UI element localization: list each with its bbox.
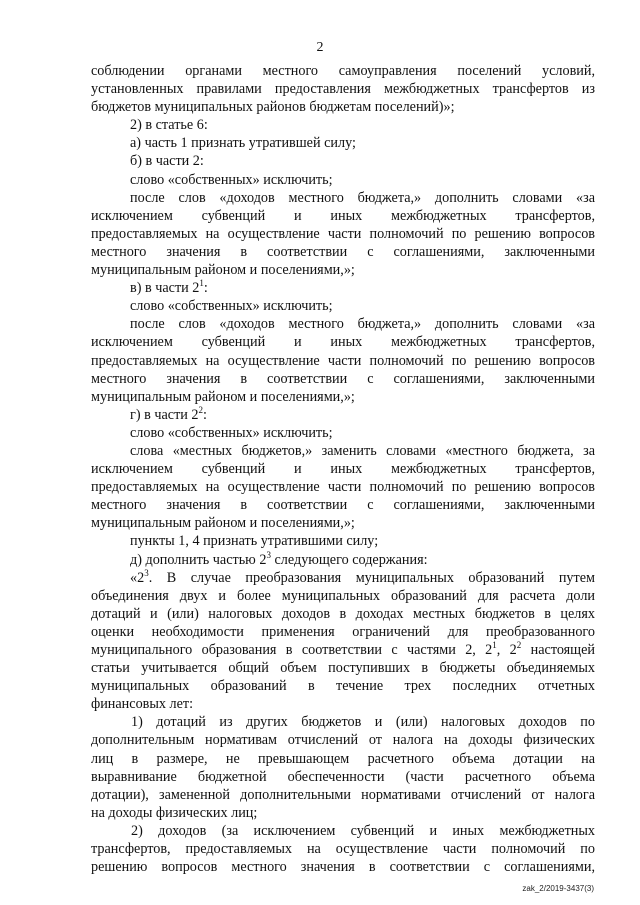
text-line: слово «собственных» исключить; — [130, 298, 333, 315]
text-line: г) в части $2^2$: — [130, 404, 207, 423]
text-line: муниципальным районом и поселениями,»; — [91, 262, 355, 279]
text-line: б) в части 2: — [130, 153, 204, 170]
text-line: предоставляемых на осуществление части полномочий по решению вопросов — [91, 225, 595, 242]
text-line: местного значения в соответствии с соглашениями, заключенными — [91, 243, 595, 260]
text-line: 1) дотаций из других бюджетов и (или) налоговых доходов по — [131, 714, 595, 731]
text-line: дотации), замененной дополнительными нормативами отчислений от налога — [91, 786, 595, 803]
text-line: установленных правилами предоставления межбюджетных трансфертов из — [91, 81, 595, 98]
text-line: в) в части $2^1$: — [130, 278, 208, 297]
text-line: предоставляемых на осуществление части полномочий по решению вопросов — [91, 352, 595, 369]
text-line: слова «местных бюджетов,» заменить словами «местного бюджета, за — [130, 442, 595, 459]
text-line: соблюдении органами местного самоуправления поселений условий, — [91, 63, 595, 79]
text-line: дополнительным нормативам отчислений от налога на доходы физических — [91, 732, 595, 749]
text-line: 2) в статье 6: — [130, 117, 208, 134]
text-line: исключением субвенций и иных межбюджетных трансфертов, — [91, 334, 595, 351]
footer-code: zak_2/2019-3437(3) — [522, 884, 594, 893]
text-line: муниципального образования в соответствии с частями 2, $2^1$, $2^2$ настоящей — [91, 640, 595, 658]
text-line: «$2^3$. В случае преобразования муниципальных образований путем — [130, 567, 595, 586]
text-line: местного значения в соответствии с соглашениями, заключенными — [91, 497, 595, 514]
text-line: решению вопросов местного значения в соответствии с соглашениями, — [91, 859, 595, 876]
text-line: пункты 1, 4 признать утратившими силу; — [130, 533, 379, 550]
text-line: предоставляемых на осуществление части полномочий по решению вопросов — [91, 479, 595, 496]
text-line: исключением субвенций и иных межбюджетных трансфертов, — [91, 461, 595, 478]
text-line: исключением субвенций и иных межбюджетных трансфертов, — [91, 207, 595, 224]
document-body — [91, 62, 595, 876]
text-line: муниципальных образований в течение трех последних отчетных — [91, 678, 595, 695]
text-line: муниципальным районом и поселениями,»; — [91, 515, 355, 532]
text-line: слово «собственных» исключить; — [130, 424, 333, 441]
text-line: на доходы физических лиц; — [91, 804, 258, 821]
text-line: дотаций и (или) налоговых доходов в доходах местных бюджетов в целях — [91, 605, 595, 622]
text-line: статьи учитывается общий объем поступивших в бюджеты объединяемых — [91, 660, 595, 677]
text-line: слово «собственных» исключить; — [130, 171, 333, 188]
text-line: после слов «доходов местного бюджета,» дополнить словами «за — [130, 316, 595, 333]
text-line: местного значения в соответствии с соглашениями, заключенными — [91, 370, 595, 387]
text-line: объединения двух и более муниципальных образований для расчета доли — [91, 587, 595, 604]
text-line: бюджетов муниципальных районов бюджетам поселений)»; — [91, 99, 455, 116]
text-line: финансовых лет: — [91, 696, 194, 713]
text-line: а) часть 1 признать утратившей силу; — [130, 135, 356, 152]
page-number: 2 — [316, 40, 324, 55]
text-line: д) дополнить частью $2^3$ следующего содержания: — [130, 549, 428, 568]
text-line: выравнивание бюджетной обеспеченности (части расчетного объема — [91, 768, 595, 785]
text-line: после слов «доходов местного бюджета,» дополнить словами «за — [130, 189, 595, 206]
text-line: оценки необходимости применения ограничений для преобразованного — [91, 623, 595, 640]
text-line: муниципальным районом и поселениями,»; — [91, 388, 355, 405]
text-line: 2) доходов (за исключением субвенций и иных межбюджетных — [131, 822, 595, 839]
text-line: лиц в размере, не превышающем расчетного объема дотации на — [91, 750, 595, 767]
text-line: трансфертов, предоставляемых на осуществление части полномочий по — [91, 841, 595, 858]
